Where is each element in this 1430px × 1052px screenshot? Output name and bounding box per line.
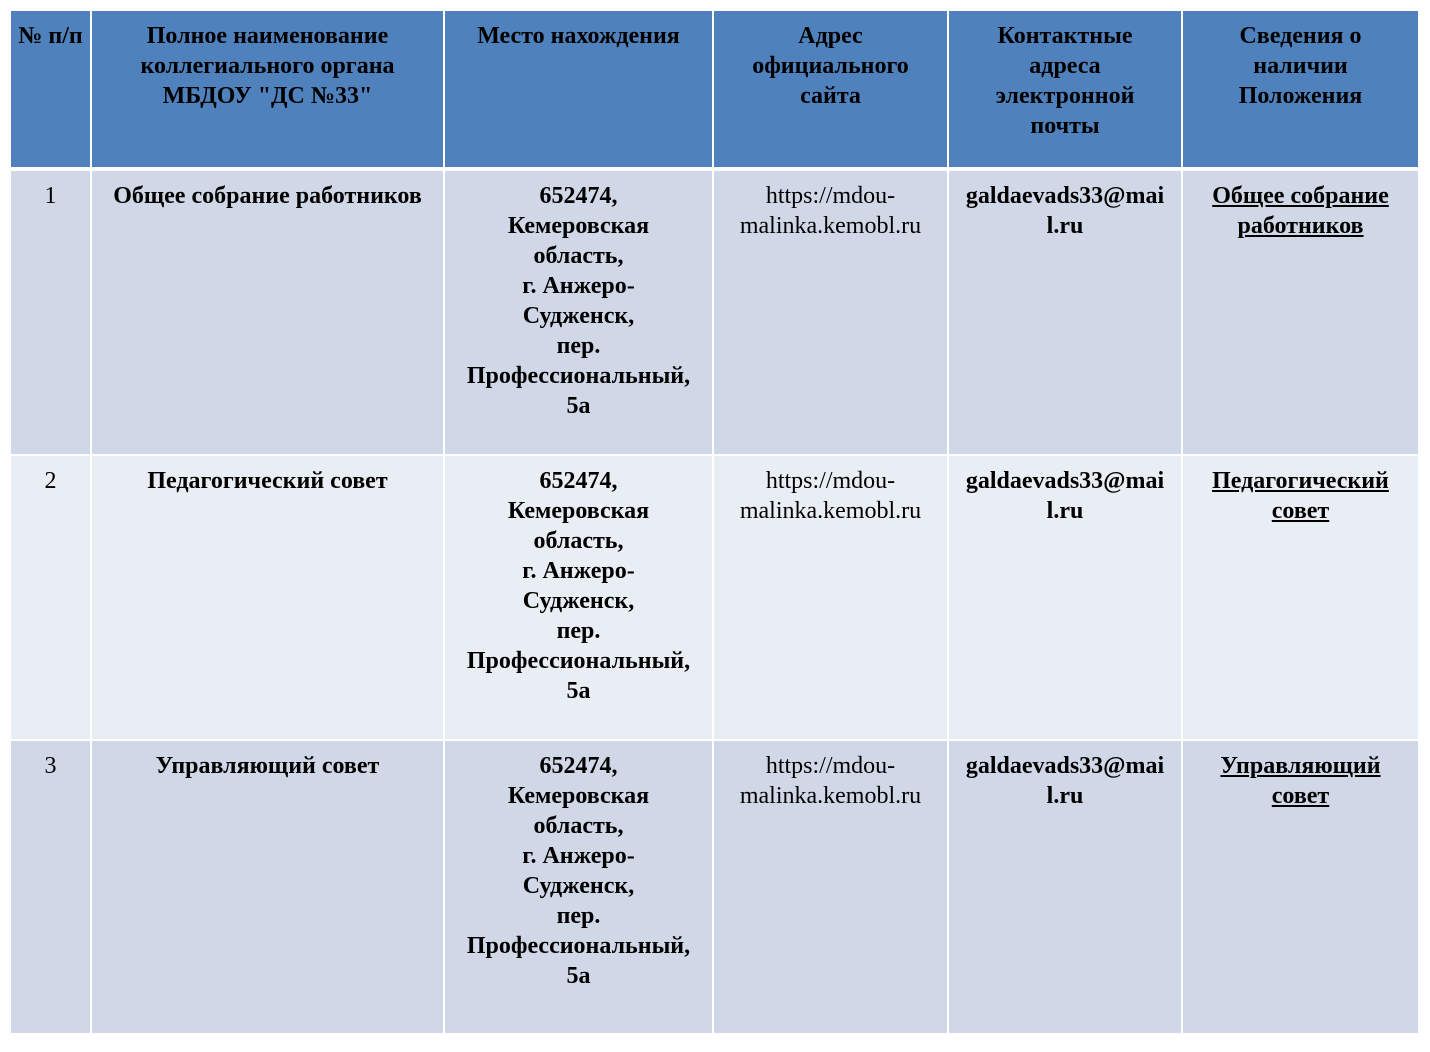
table-body — [11, 171, 1418, 1035]
row-location: 652474, Кемеровская область, г. Анжеро- Судженск, пер. Профессиональный, 5а — [445, 456, 714, 741]
row-regulation — [1183, 456, 1418, 741]
regulation-link[interactable]: Педагогический совет — [1212, 468, 1389, 524]
row-site — [714, 171, 949, 456]
row-num: 3 — [11, 741, 92, 1035]
site-url: https://mdou-malinka.kemobl.ru — [739, 468, 922, 524]
row-location: 652474, Кемеровская область, г. Анжеро- Судженск, пер. Профессиональный, 5а — [445, 171, 714, 456]
site-url: https://mdou-malinka.kemobl.ru — [739, 753, 922, 809]
row-name: Педагогический совет — [92, 456, 445, 741]
header-num: № п/п — [11, 11, 92, 171]
table-header — [11, 11, 1418, 171]
header-email: Контактные адреса электронной почты — [949, 11, 1183, 171]
header-name: Полное наименование коллегиального органа МБДОУ "ДС №33" — [92, 11, 445, 171]
header-site: Адрес официального сайта — [714, 11, 949, 171]
row-name: Общее собрание работников — [92, 171, 445, 456]
row-email — [949, 171, 1183, 456]
collegial-bodies-table — [11, 11, 1418, 1035]
row-site — [714, 741, 949, 1035]
email-address: galdaevads33@mail.ru — [965, 468, 1165, 524]
row-num: 1 — [11, 171, 92, 456]
row-location: 652474, Кемеровская область, г. Анжеро- Судженск, пер. Профессиональный, 5а — [445, 741, 714, 1035]
regulation-link[interactable]: Общее собрание работников — [1212, 183, 1389, 239]
row-site — [714, 456, 949, 741]
header-regulation: Сведения о наличии Положения — [1183, 11, 1418, 171]
table-row — [11, 741, 1418, 1035]
header-location: Место нахождения — [445, 11, 714, 171]
row-regulation — [1183, 171, 1418, 456]
row-email — [949, 456, 1183, 741]
header-row — [11, 11, 1418, 171]
row-email — [949, 741, 1183, 1035]
row-num: 2 — [11, 456, 92, 741]
row-name: Управляющий совет — [92, 741, 445, 1035]
site-url: https://mdou-malinka.kemobl.ru — [739, 183, 922, 239]
row-regulation — [1183, 741, 1418, 1035]
email-address: galdaevads33@mail.ru — [965, 183, 1165, 239]
email-address: galdaevads33@mail.ru — [965, 753, 1165, 809]
regulation-link[interactable]: Управляющий совет — [1220, 753, 1381, 809]
table-row — [11, 171, 1418, 456]
table-row — [11, 456, 1418, 741]
